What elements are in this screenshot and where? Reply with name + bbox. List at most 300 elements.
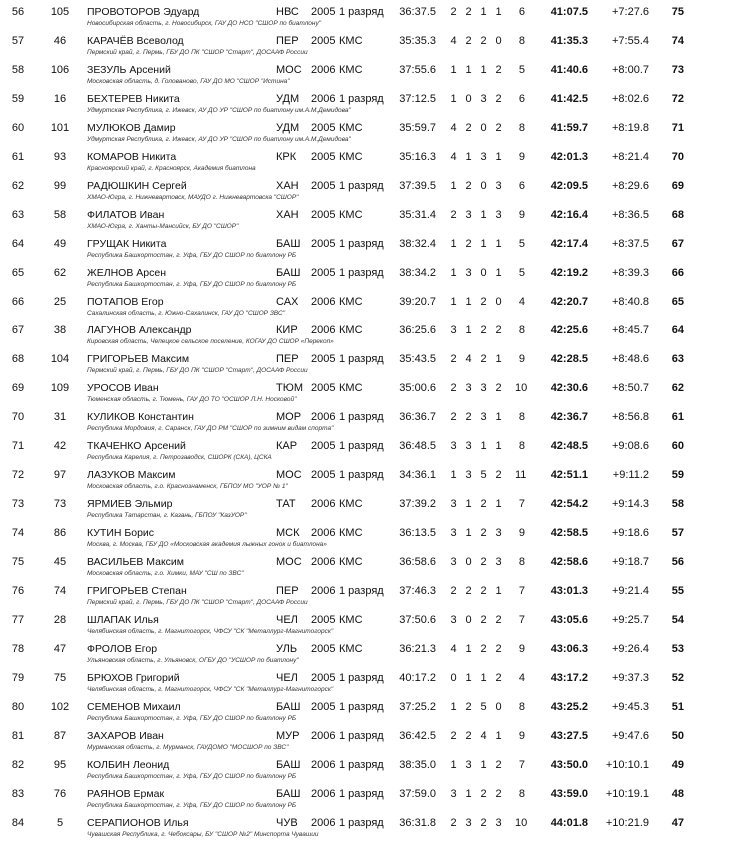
club-info: Республика Карелия, г. Петрозаводск, СШОРК (СКА), ЦСКА [87, 454, 272, 462]
place: 83 [11, 787, 25, 800]
birth-year: 2005 [311, 671, 336, 684]
sport-rank: КМС [339, 34, 363, 47]
final-time: 42:54.2 [550, 498, 588, 511]
penalty-2: 1 [465, 787, 472, 800]
bib-number: 101 [50, 121, 70, 134]
region-code: БАШ [276, 266, 301, 279]
penalty-2: 1 [465, 642, 472, 655]
points: 53 [671, 642, 684, 655]
place: 70 [11, 411, 25, 424]
penalties [446, 672, 526, 685]
sport-rank: КМС [339, 295, 363, 308]
penalty-4: 1 [495, 440, 502, 453]
penalty-1: 1 [450, 469, 457, 482]
table-row [0, 35, 750, 64]
time-gap: +8:36.5 [611, 208, 649, 221]
bib-number: 109 [50, 382, 70, 395]
time-gap: +9:11.2 [612, 469, 649, 482]
time-gap: +8:37.5 [611, 237, 649, 250]
penalty-4: 2 [495, 63, 502, 76]
sport-rank: 1 разряд [339, 353, 384, 366]
final-time: 43:50.0 [550, 758, 588, 771]
table-row [0, 411, 750, 440]
table-row [0, 6, 750, 35]
penalty-1: 1 [450, 237, 457, 250]
sport-rank: КМС [339, 208, 363, 221]
club-info: Московская область, д. Голованово, ГАУ ДО МО "СШОР "Истина" [87, 77, 290, 85]
club-info: Пермский край, г. Пермь, ГБУ ДО ПК "СШОР "Старт", ДОСААФ России [87, 599, 308, 606]
ski-time: 36:25.6 [399, 324, 436, 337]
ski-time: 40:17.2 [399, 671, 436, 684]
athlete-name: ГРИГОРЬЕВ Максим [87, 353, 190, 366]
final-time: 42:17.4 [550, 237, 588, 250]
final-time: 42:51.1 [550, 469, 588, 482]
table-row [0, 556, 750, 585]
birth-year: 2006 [311, 498, 336, 511]
points: 55 [671, 585, 684, 597]
points: 68 [671, 208, 684, 221]
club-info: Республика Татарстан, г. Казань, ГБПОУ "КазУОР" [87, 512, 247, 520]
sport-rank: 1 разряд [339, 585, 384, 597]
club-info: Удмуртская Республика, г. Ижевск, АУ ДО УР "СШОР по биатлону им.А.М.Демидова" [87, 135, 351, 143]
bib-number: 31 [53, 411, 67, 424]
athlete-name: ТКАЧЕНКО Арсений [87, 440, 186, 453]
penalty-1: 2 [450, 6, 457, 18]
region-code: ТЮМ [276, 382, 303, 395]
penalty-total: 7 [518, 613, 525, 626]
club-info: ХМАО-Югра, г. Ханты-Мансийск, БУ ДО "СШОР" [87, 222, 239, 230]
region-code: ХАН [276, 179, 299, 192]
final-time: 43:25.2 [550, 700, 588, 713]
region-code: МСК [276, 527, 300, 540]
bib-number: 5 [56, 816, 64, 829]
penalty-2: 1 [465, 295, 472, 308]
ski-time: 36:13.5 [399, 527, 436, 540]
penalty-total: 5 [518, 237, 525, 250]
points: 69 [671, 179, 684, 192]
ski-time: 34:36.1 [399, 469, 436, 482]
time-gap: +7:55.4 [611, 34, 649, 47]
birth-year: 2005 [311, 34, 336, 47]
ski-time: 35:00.6 [399, 382, 436, 395]
region-code: БАШ [276, 758, 301, 771]
penalties [446, 643, 526, 656]
penalty-4: 2 [495, 469, 502, 482]
penalty-3: 5 [480, 469, 487, 482]
sport-rank: 1 разряд [339, 729, 384, 742]
bib-number: 73 [53, 498, 67, 511]
final-time: 42:25.6 [550, 324, 588, 337]
penalty-2: 2 [465, 411, 472, 424]
bib-number: 99 [53, 179, 67, 192]
time-gap: +9:45.3 [611, 700, 649, 713]
region-code: КРК [276, 150, 297, 163]
time-gap: +8:19.8 [611, 121, 649, 134]
penalty-4: 3 [495, 816, 502, 829]
region-code: БАШ [276, 700, 301, 713]
penalty-total: 7 [518, 498, 525, 511]
penalty-2: 2 [465, 179, 472, 192]
table-row [0, 93, 750, 122]
penalty-total: 5 [518, 63, 525, 76]
penalty-2: 2 [465, 585, 472, 597]
place: 82 [11, 758, 25, 771]
penalty-total: 9 [518, 150, 525, 163]
region-code: ПЕР [276, 585, 299, 597]
time-gap: +10:19.1 [605, 787, 649, 800]
final-time: 42:36.7 [550, 411, 588, 424]
athlete-name: КУЛИКОВ Константин [87, 411, 194, 424]
birth-year: 2005 [311, 382, 336, 395]
penalty-4: 0 [495, 34, 502, 47]
penalty-1: 1 [450, 179, 457, 192]
sport-rank: КМС [339, 63, 363, 76]
penalty-2: 1 [465, 63, 472, 76]
athlete-name: ПРОВОТОРОВ Эдуард [87, 6, 200, 18]
club-info: Московская область, г.о. Краснознаменск, ГБПОУ МО "УОР № 1" [87, 483, 288, 491]
penalty-3: 2 [480, 787, 487, 800]
points: 71 [671, 121, 684, 134]
ski-time: 37:59.0 [399, 787, 436, 800]
region-code: БАШ [276, 787, 301, 800]
bib-number: 87 [53, 729, 67, 742]
table-row [0, 180, 750, 209]
bib-number: 46 [53, 34, 67, 47]
penalty-2: 3 [465, 758, 472, 771]
penalty-3: 2 [480, 324, 487, 337]
birth-year: 2006 [311, 585, 336, 597]
bib-number: 38 [53, 324, 67, 337]
penalty-3: 1 [480, 440, 487, 453]
penalty-total: 11 [515, 469, 527, 482]
penalty-2: 3 [465, 208, 472, 221]
athlete-name: РАДЮШКИН Сергей [87, 179, 187, 192]
penalty-3: 3 [480, 150, 487, 163]
penalty-total: 9 [518, 729, 525, 742]
penalty-1: 4 [450, 150, 457, 163]
points: 74 [671, 34, 684, 47]
athlete-name: КАРАЧЁВ Всеволод [87, 34, 184, 47]
region-code: УДМ [276, 121, 300, 134]
penalty-1: 2 [450, 353, 457, 366]
penalties [446, 296, 526, 309]
penalty-4: 1 [495, 237, 502, 250]
club-info: Республика Мордовия, г. Саранск, ГАУ ДО РМ "СШОР по зимним видам спорта" [87, 425, 334, 433]
club-info: Тюменская область, г. Тюмень, ГАУ ДО ТО "ОСШОР Л.Н. Носковой" [87, 396, 297, 404]
points: 73 [671, 63, 684, 76]
penalty-1: 4 [450, 642, 457, 655]
region-code: МОС [276, 469, 302, 482]
club-info: ХМАО-Югра, г. Нижневартовск, МАУДО г. Нижневартовска "СШОР" [87, 193, 299, 201]
points: 47 [671, 816, 684, 829]
ski-time: 36:58.6 [399, 556, 436, 569]
penalty-3: 0 [480, 266, 487, 279]
penalty-total: 8 [518, 324, 525, 337]
penalty-4: 1 [495, 6, 502, 18]
penalty-total: 8 [518, 787, 525, 800]
table-row [0, 64, 750, 93]
sport-rank: КМС [339, 642, 363, 655]
time-gap: +9:25.7 [611, 613, 649, 626]
ski-time: 38:32.4 [399, 237, 436, 250]
penalty-3: 0 [480, 179, 487, 192]
table-row [0, 382, 750, 411]
club-info: Мурманская область, г. Мурманск, ГАУДОМО "МОСШОР по ЗВС" [87, 743, 289, 751]
ski-time: 37:46.3 [399, 585, 436, 597]
points: 50 [671, 729, 684, 742]
club-info: Пермский край, г. Пермь, ГБУ ДО ПК "СШОР "Старт", ДОСААФ России [87, 48, 308, 56]
bib-number: 28 [53, 613, 67, 626]
points: 59 [671, 469, 684, 482]
birth-year: 2005 [311, 353, 336, 366]
penalties [446, 440, 526, 453]
final-time: 43:59.0 [550, 787, 588, 800]
penalty-3: 2 [480, 816, 487, 829]
points: 57 [671, 527, 684, 540]
final-time: 43:05.6 [550, 613, 588, 626]
points: 65 [671, 295, 684, 308]
penalty-3: 4 [480, 729, 487, 742]
penalty-2: 2 [465, 34, 472, 47]
penalty-3: 2 [480, 556, 487, 569]
penalty-2: 2 [465, 6, 472, 18]
bib-number: 95 [53, 758, 67, 771]
penalty-4: 2 [495, 613, 502, 626]
birth-year: 2006 [311, 295, 336, 308]
region-code: КАР [276, 440, 298, 453]
time-gap: +8:29.6 [611, 179, 649, 192]
place: 81 [11, 729, 25, 742]
penalty-3: 1 [480, 758, 487, 771]
birth-year: 2005 [311, 469, 336, 482]
penalty-4: 2 [495, 671, 502, 684]
time-gap: +9:08.6 [611, 440, 649, 453]
penalty-1: 3 [450, 324, 457, 337]
penalty-1: 1 [450, 758, 457, 771]
place: 56 [11, 6, 25, 18]
ski-time: 39:20.7 [399, 295, 436, 308]
time-gap: +9:47.6 [611, 729, 649, 742]
athlete-name: ГРУЩАК Никита [87, 237, 167, 250]
birth-year: 2005 [311, 208, 336, 221]
penalties [446, 556, 526, 569]
club-info: Пермский край, г. Пермь, ГБУ ДО ПК "СШОР "Старт", ДОСААФ России [87, 367, 308, 375]
final-time: 41:59.7 [550, 121, 588, 134]
penalties [446, 353, 526, 366]
ski-time: 35:16.3 [399, 150, 436, 163]
points: 51 [671, 700, 684, 713]
birth-year: 2006 [311, 556, 336, 569]
athlete-name: БЕХТЕРЕВ Никита [87, 92, 180, 105]
birth-year: 2006 [311, 324, 336, 337]
time-gap: +9:18.7 [611, 556, 649, 569]
time-gap: +8:39.3 [611, 266, 649, 279]
points: 58 [671, 498, 684, 511]
final-time: 42:16.4 [550, 208, 588, 221]
penalty-1: 2 [450, 411, 457, 424]
penalty-4: 2 [495, 382, 502, 395]
penalties [446, 151, 526, 164]
time-gap: +8:45.7 [611, 324, 649, 337]
region-code: ЧУВ [276, 816, 298, 829]
penalty-2: 1 [465, 324, 472, 337]
ski-time: 36:21.3 [399, 642, 436, 655]
birth-year: 2006 [311, 411, 336, 424]
athlete-name: БРЮХОВ Григорий [87, 671, 180, 684]
final-time: 42:48.5 [550, 440, 588, 453]
penalty-3: 1 [480, 208, 487, 221]
bib-number: 25 [53, 295, 67, 308]
birth-year: 2005 [311, 613, 336, 626]
place: 78 [11, 642, 25, 655]
penalty-3: 2 [480, 642, 487, 655]
table-row [0, 209, 750, 238]
region-code: САХ [276, 295, 299, 308]
place: 61 [11, 150, 25, 163]
penalty-4: 1 [495, 498, 502, 511]
penalty-2: 3 [465, 440, 472, 453]
club-info: Ульяновская область, г. Ульяновск, ОГБУ ДО "УСШОР по биатлону" [87, 656, 299, 664]
points: 48 [671, 787, 684, 800]
points: 67 [671, 237, 684, 250]
final-time: 42:20.7 [550, 295, 588, 308]
penalty-4: 1 [495, 729, 502, 742]
sport-rank: КМС [339, 382, 363, 395]
points: 63 [671, 353, 684, 366]
table-row [0, 643, 750, 672]
table-row [0, 238, 750, 267]
birth-year: 2006 [311, 63, 336, 76]
sport-rank: 1 разряд [339, 237, 384, 250]
penalty-4: 3 [495, 179, 502, 192]
penalty-2: 3 [465, 266, 472, 279]
final-time: 43:17.2 [550, 671, 588, 684]
penalty-total: 7 [518, 585, 525, 597]
ski-time: 35:31.4 [399, 208, 436, 221]
penalties [446, 64, 526, 77]
time-gap: +9:14.3 [611, 498, 649, 511]
place: 73 [11, 498, 25, 511]
place: 66 [11, 295, 25, 308]
bib-number: 86 [53, 527, 67, 540]
place: 69 [11, 382, 25, 395]
table-row [0, 498, 750, 527]
penalty-4: 1 [495, 150, 502, 163]
ski-time: 38:35.0 [399, 758, 436, 771]
final-time: 41:35.3 [550, 34, 588, 47]
sport-rank: 1 разряд [339, 92, 384, 105]
bib-number: 104 [50, 353, 70, 366]
final-time: 42:58.6 [550, 556, 588, 569]
region-code: МУР [276, 729, 300, 742]
ski-time: 35:35.3 [399, 34, 436, 47]
penalties [446, 267, 526, 280]
penalty-3: 2 [480, 353, 487, 366]
bib-number: 62 [53, 266, 67, 279]
table-row [0, 701, 750, 730]
penalty-1: 3 [450, 787, 457, 800]
club-info: Республика Башкортостан, г. Уфа, ГБУ ДО СШОР по биатлону РБ [87, 280, 297, 288]
athlete-name: ШЛАПАК Илья [87, 613, 159, 626]
time-gap: +10:10.1 [605, 758, 649, 771]
athlete-name: ФИЛАТОВ Иван [87, 208, 165, 221]
penalties [446, 817, 526, 830]
penalty-3: 2 [480, 613, 487, 626]
penalty-4: 3 [495, 208, 502, 221]
penalties [446, 238, 526, 251]
place: 84 [11, 816, 25, 829]
penalties [446, 788, 526, 801]
place: 79 [11, 671, 25, 684]
penalty-total: 5 [518, 266, 525, 279]
club-info: Сахалинская область, г. Южно-Сахалинск, ГАУ ДО "СШОР ЗВС" [87, 309, 286, 317]
penalties [446, 585, 526, 598]
birth-year: 2005 [311, 266, 336, 279]
penalty-2: 4 [465, 353, 472, 366]
penalty-4: 2 [495, 324, 502, 337]
place: 64 [11, 237, 25, 250]
ski-time: 36:42.5 [399, 729, 436, 742]
penalty-3: 3 [480, 382, 487, 395]
bib-number: 42 [53, 440, 67, 453]
bib-number: 102 [50, 700, 70, 713]
points: 49 [671, 758, 684, 771]
sport-rank: 1 разряд [339, 787, 384, 800]
penalty-2: 0 [465, 613, 472, 626]
ski-time: 37:39.5 [399, 179, 436, 192]
points: 62 [671, 382, 684, 395]
place: 76 [11, 585, 25, 597]
region-code: УДМ [276, 92, 300, 105]
penalty-total: 7 [518, 758, 525, 771]
athlete-name: СЕМЕНОВ Михаил [87, 700, 181, 713]
penalty-1: 3 [450, 613, 457, 626]
athlete-name: ПОТАПОВ Егор [87, 295, 164, 308]
penalties [446, 411, 526, 424]
sport-rank: 1 разряд [339, 671, 384, 684]
ski-time: 37:25.2 [399, 700, 436, 713]
sport-rank: КМС [339, 324, 363, 337]
club-info: Республика Башкортостан, г. Уфа, ГБУ ДО СШОР по биатлону РБ [87, 801, 297, 809]
time-gap: +8:21.4 [611, 150, 649, 163]
penalty-total: 6 [518, 92, 525, 105]
athlete-name: ЖЕЛНОВ Арсен [87, 266, 166, 279]
penalty-total: 4 [518, 671, 525, 684]
final-time: 42:01.3 [550, 150, 588, 163]
table-row [0, 122, 750, 151]
final-time: 42:09.5 [550, 179, 588, 192]
penalty-4: 0 [495, 700, 502, 713]
birth-year: 2005 [311, 121, 336, 134]
ski-time: 36:37.5 [399, 6, 436, 18]
table-row [0, 527, 750, 556]
region-code: МОС [276, 556, 302, 569]
penalty-total: 10 [515, 382, 528, 395]
penalty-1: 2 [450, 208, 457, 221]
ski-time: 37:39.2 [399, 498, 436, 511]
place: 57 [11, 34, 25, 47]
region-code: УЛЬ [276, 642, 298, 655]
table-row [0, 324, 750, 353]
penalty-2: 2 [465, 237, 472, 250]
penalty-total: 9 [518, 353, 525, 366]
region-code: МОР [276, 411, 302, 424]
table-row [0, 672, 750, 701]
sport-rank: 1 разряд [339, 816, 384, 829]
ski-time: 37:55.6 [399, 63, 436, 76]
time-gap: +8:02.6 [611, 92, 649, 105]
ski-time: 36:31.8 [399, 816, 436, 829]
